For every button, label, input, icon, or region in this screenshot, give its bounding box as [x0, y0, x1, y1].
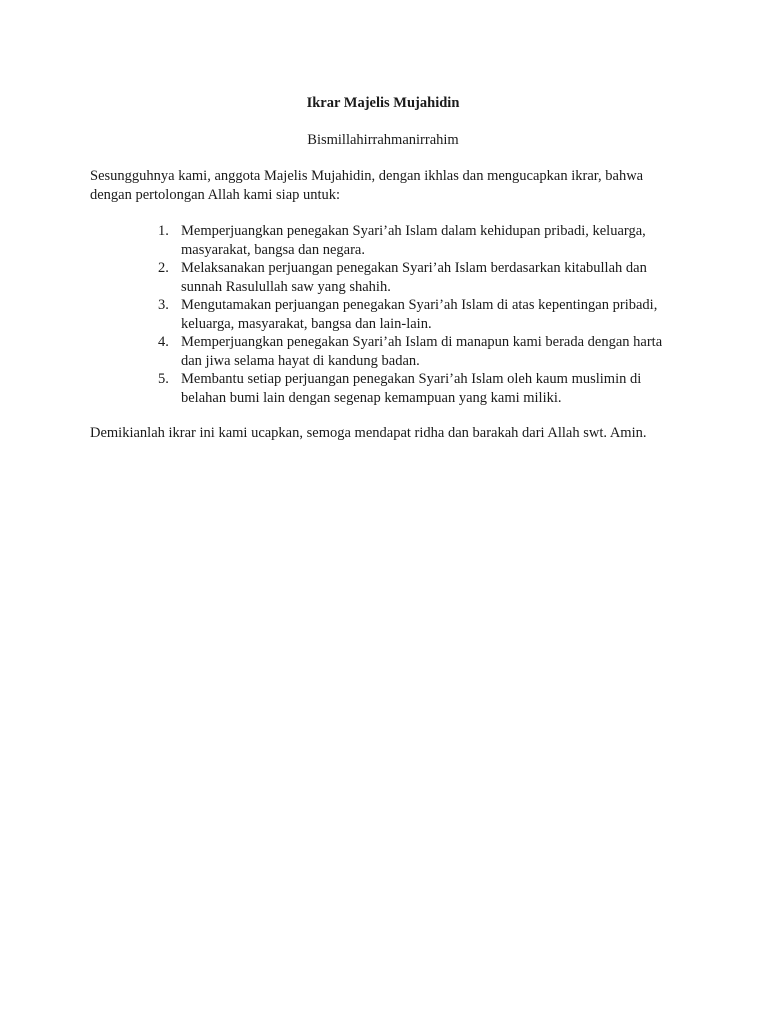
- closing-paragraph: Demikianlah ikrar ini kami ucapkan, semoga mendapat ridha dan barakah dari Allah swt. Amin.: [90, 425, 647, 441]
- pledge-list: [90, 222, 676, 407]
- list-item: [90, 296, 676, 333]
- list-item: [90, 370, 676, 407]
- list-item-number: 1.: [158, 223, 169, 239]
- list-item-text: Membantu setiap perjuangan penegakan Syari’ah Islam oleh kaum muslimin di belahan bumi lain dengan segenap kemampuan yang kami miliki.: [181, 371, 642, 406]
- list-item: [90, 222, 676, 259]
- list-item-text: Mengutamakan perjuangan penegakan Syari’ah Islam di atas kepentingan pribadi, keluarga, masyarakat, bangsa dan lain-lain.: [181, 297, 658, 332]
- list-item: [90, 259, 676, 296]
- list-item-number: 4.: [158, 334, 169, 350]
- intro-paragraph: Sesungguhnya kami, anggota Majelis Mujahidin, dengan ikhlas dan mengucapkan ikrar, bahwa dengan pertolongan Allah kami siap untuk:: [90, 168, 644, 203]
- list-item-text: Memperjuangkan penegakan Syari’ah Islam di manapun kami berada dengan harta dan jiwa selama hayat di kandung badan.: [181, 334, 663, 369]
- basmalah-line: Bismillahirrahmanirrahim: [307, 131, 459, 148]
- list-item: [90, 333, 676, 370]
- document-title: Ikrar Majelis Mujahidin: [306, 95, 460, 111]
- list-item-number: 3.: [158, 297, 169, 313]
- list-item-text: Melaksanakan perjuangan penegakan Syari’ah Islam berdasarkan kitabullah dan sunnah Rasulullah saw yang shahih.: [181, 260, 647, 295]
- list-item-text: Memperjuangkan penegakan Syari’ah Islam dalam kehidupan pribadi, keluarga, masyarakat, bangsa dan negara.: [181, 223, 646, 258]
- list-item-number: 2.: [158, 260, 169, 276]
- list-item-number: 5.: [158, 371, 169, 387]
